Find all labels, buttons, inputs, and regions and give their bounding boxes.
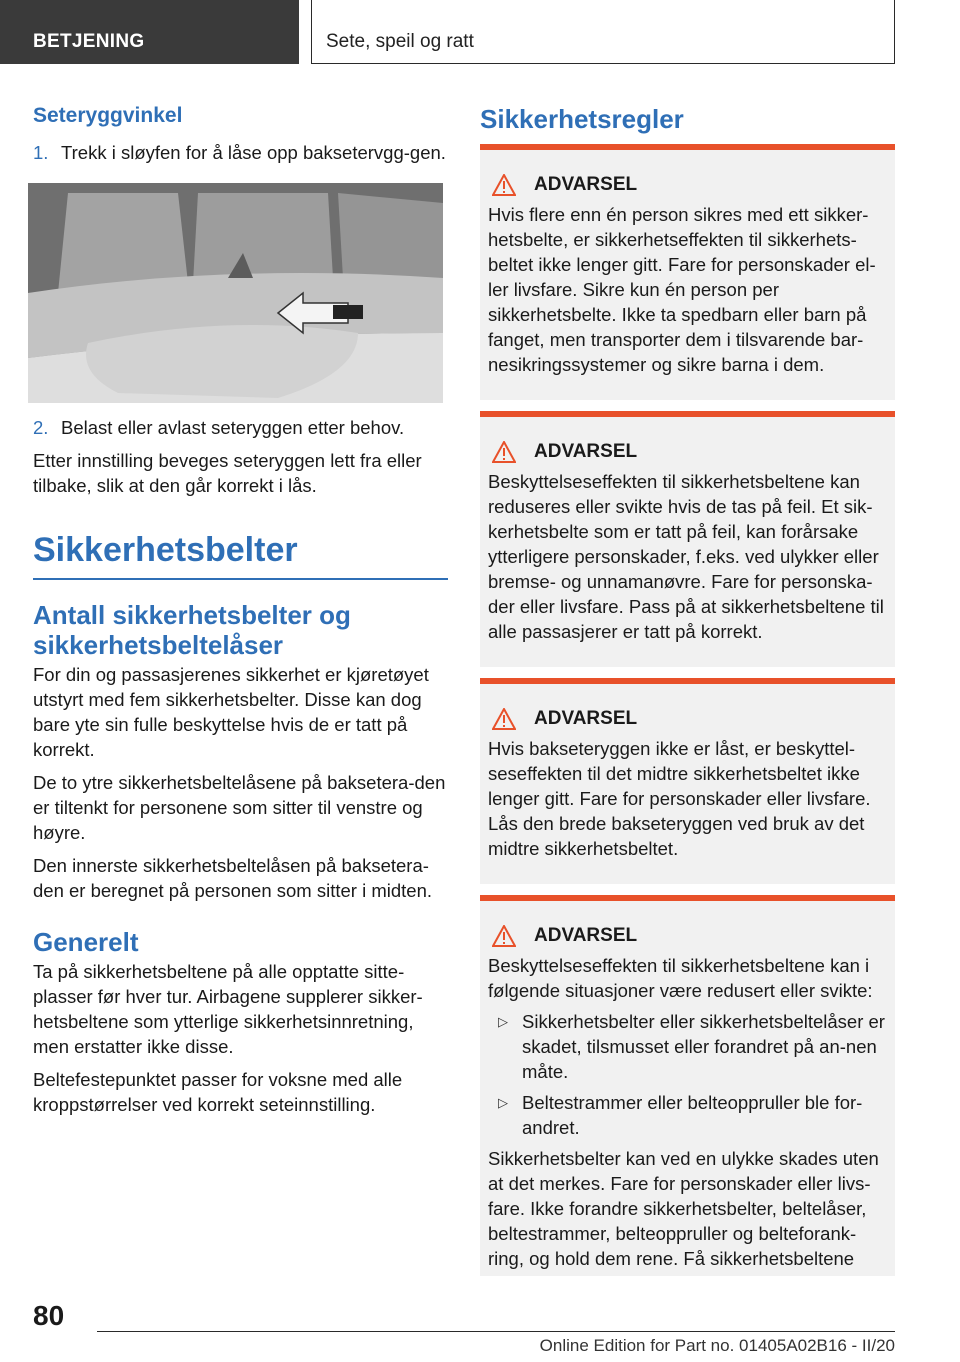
bullet-item <box>488 1090 887 1140</box>
right-column <box>480 100 895 1269</box>
seteryggvinkel-heading: Seteryggvinkel <box>33 104 183 127</box>
warning-text: Beskyttelseseffekten til sikkerhetsbeltene kan reduseres eller svikte hvis de tas på feil. Et sik-kerhetsbelte som er tatt på feil, kan forårsake ytterligere personskader, f.eks. ved ulykker eller bremse- og unnamanøvre. Fare for personska-der eller livsfare. Pass på at sikkerhetsbeltene til alle passasjerer er tatt på korrekt. <box>488 471 884 642</box>
left-column <box>33 100 448 1117</box>
paragraph: Ta på sikkerhetsbeltene på alle opptatte sitte-plasser før hver tur. Airbagene supplerer sikker-hetsbeltene som ytterlige sikkerhetsinnretning, men erstatter ikke disse. <box>33 961 423 1057</box>
warning-label: ADVARSEL <box>534 174 638 195</box>
generelt-heading: Generelt <box>33 927 139 957</box>
warning-title <box>488 437 887 467</box>
antall-heading: Antall sikkerhetsbelter og sikkerhetsbeltelåser <box>33 600 351 660</box>
warning-text: Beskyttelseseffekten til sikkerhetsbeltene kan i følgende situasjoner være redusert eller svikte: <box>488 955 873 1001</box>
seat-illustration <box>28 183 443 403</box>
bullet-triangle-icon: ▷ <box>498 1095 508 1110</box>
warning-text: Hvis bakseteryggen ikke er låst, er beskyttel-seseffekten til det midtre sikkerhetsbeltet ikke lenger gitt. Fare for personskader eller livsfare. Lås den brede bakseteryggen ved bruk av det midtre sikkerhetsbeltet. <box>488 738 871 859</box>
bullet-item <box>488 1009 887 1084</box>
after-steps-text: Etter innstilling beveges seteryggen lett fra eller tilbake, slik at den går korrekt i lås. <box>33 450 422 496</box>
rear-seat-image <box>28 183 443 403</box>
paragraph: De to ytre sikkerhetsbeltelåsene på baksetera-den er tiltenkt for personene som sitter til venstre og høyre. <box>33 772 446 843</box>
bullet-text: Sikkerhetsbelter eller sikkerhetsbeltelåser er skadet, tilsmusset eller forandret på an-nen måte. <box>522 1011 885 1082</box>
warning-text-after: Sikkerhetsbelter kan ved en ulykke skades uten at det merkes. Fare for personskader eller livs-fare. Ikke forandre sikkerhetsbelter, beltelåser, beltestrammer, belteoppruller og belteforank-ring, og hold dem rene. Få sikkerhetsbeltene <box>488 1148 879 1269</box>
step-text: Belast eller avlast seteryggen etter behov. <box>61 417 405 438</box>
warning-title <box>488 170 887 200</box>
warning-label: ADVARSEL <box>534 441 638 462</box>
warning-label: ADVARSEL <box>534 708 638 729</box>
warning-box <box>480 411 895 667</box>
warning-title <box>488 704 887 734</box>
paragraph: Den innerste sikkerhetsbeltelåsen på baksetera-den er beregnet på personen som sitter i midten. <box>33 855 433 901</box>
warning-icon <box>492 708 516 730</box>
chapter-title: Sete, speil og ratt <box>311 0 895 64</box>
page-number: 80 <box>33 1300 65 1331</box>
step-1 <box>33 140 448 165</box>
step-text: Trekk i sløyfen for å låse opp baksetervgg-gen. <box>61 142 446 163</box>
warning-title <box>488 921 887 951</box>
bullet-text: Beltestrammer eller belteoppruller ble for-andret. <box>522 1092 863 1138</box>
step-number: 2. <box>33 417 49 438</box>
warning-label: ADVARSEL <box>534 925 638 946</box>
warning-box <box>480 144 895 400</box>
sikkerhetsregler-heading: Sikkerhetsregler <box>480 104 684 134</box>
warning-icon <box>492 441 516 463</box>
paragraph: Beltefestepunktet passer for voksne med alle kroppstørrelser ved korrekt seteinnstilling. <box>33 1069 403 1115</box>
warning-text: Hvis flere enn én person sikres med ett sikker-hetsbelte, er sikkerhetseffekten til sikkerhets-beltet ikke lenger gitt. Fare for personskader el-ler livsfare. Sikre kun én person per sikkerhetsbelte. Ikke ta spedbarn eller barn på fanget, men transporter dem i tilsvarende bar-nesikringssystemer og sikre barna i dem. <box>488 204 876 375</box>
warning-icon <box>492 925 516 947</box>
footer-rule <box>97 1331 895 1332</box>
heading-rule <box>33 578 448 580</box>
step-2 <box>33 415 448 440</box>
step-number: 1. <box>33 142 49 163</box>
warning-box <box>480 895 895 1276</box>
bullet-triangle-icon: ▷ <box>498 1014 508 1029</box>
section-tab: BETJENING <box>0 0 299 64</box>
paragraph: For din og passasjerenes sikkerhet er kjøretøyet utstyrt med fem sikkerhetsbelter. Disse kan dog bare yte sin fulle beskyttelse hvis de er tatt på korrekt. <box>33 664 429 760</box>
footer-text: Online Edition for Part no. 01405A02B16 - II/20 <box>539 1336 895 1355</box>
warning-icon <box>492 174 516 196</box>
sikkerhetsbelter-heading: Sikkerhetsbelter <box>33 531 298 569</box>
warning-box <box>480 678 895 884</box>
